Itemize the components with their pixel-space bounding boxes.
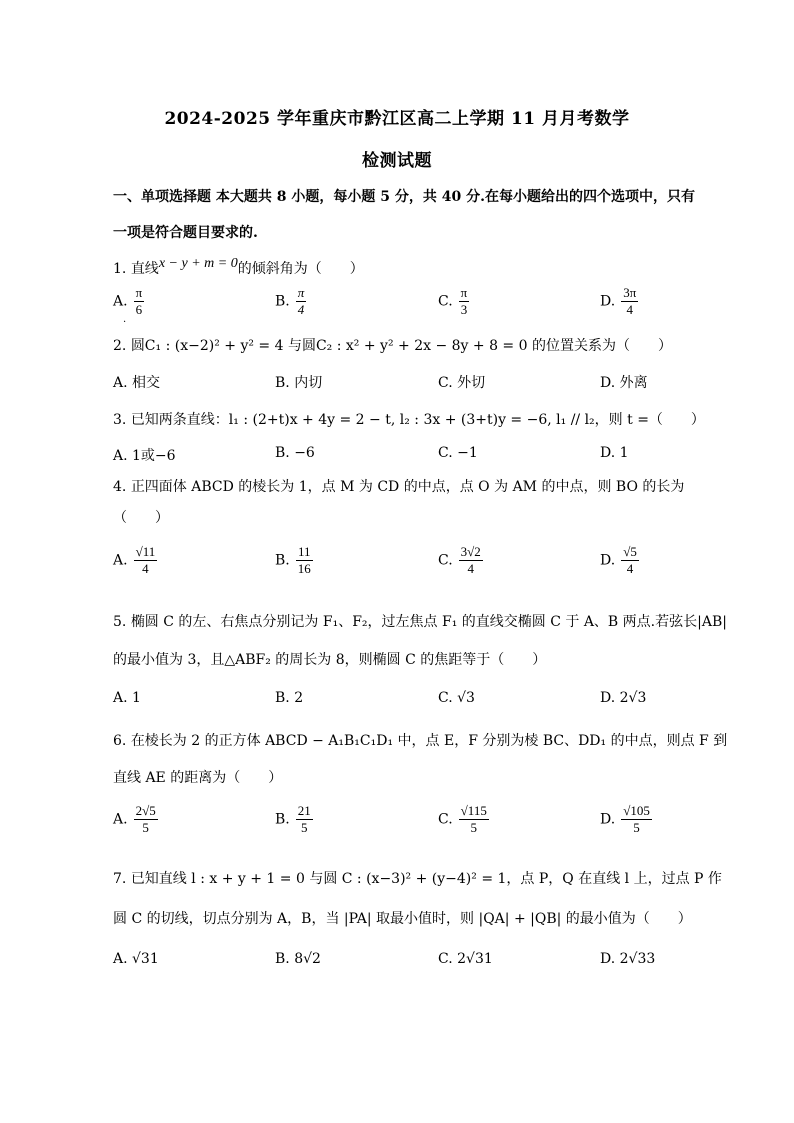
option-b[interactable]: B. 2 [275,690,304,706]
option-c[interactable]: C. $\frac{\pi}{3}$ [438,285,468,317]
option-a[interactable]: A. 1 [113,690,141,706]
question-1 [113,258,364,278]
question-text: 的倾斜角为（ ） [237,261,364,277]
question-number: 1. [113,261,127,277]
question-text: 已知两条直线：l₁ : (2+t)x + 4y = 2 − t, l₂ : 3x + (3+t)y = −6, l₁ // l₂，则 t =（ ） [130,412,705,428]
question-2 [113,335,672,355]
decorative-dot: . [123,314,127,325]
question-number: 3. [113,412,127,428]
question-4-cont: （ ） [113,510,169,526]
option-d[interactable]: D. 2√33 [600,951,656,967]
option-a[interactable]: A. 相交 [113,375,161,391]
question-text: 直线 [130,261,159,277]
question-7 [113,868,722,888]
option-d[interactable]: D. $\frac{√105}{5}$ [600,803,650,835]
question-text: 圆C₁ : (x−2)² + y² = 4 与圆C₂ : x² + y² + 2x − 8y + 8 = 0 的位置关系为（ ） [130,338,672,354]
question-number: 4. [113,479,127,495]
option-c[interactable]: C. −1 [438,445,478,461]
option-a[interactable]: A. $\frac{\pi}{6}$ [113,285,143,317]
question-7-cont: 圆 C 的切线，切点分别为 A，B，当 |PA| 取最小值时，则 |QA| + |QB| 的最小值为（ ） [113,911,692,927]
option-d[interactable]: D. 2√3 [600,690,647,706]
page-subtitle: 检测试题 [362,151,432,171]
option-d[interactable]: D. 1 [600,445,629,461]
question-text: 在棱长为 2 的正方体 ABCD − A₁B₁C₁D₁ 中，点 E，F 分别为棱 BC、DD₁ 的中点，则点 F 到 [130,733,728,749]
option-b[interactable]: B. 内切 [275,375,323,391]
question-text: 已知直线 l : x + y + 1 = 0 与圆 C : (x−3)² + (y−4)² = 1，点 P，Q 在直线 l 上，过点 P 作 [130,871,722,887]
option-a[interactable]: A. √31 [113,951,159,967]
option-b[interactable]: B. $\frac{21}{5}$ [275,803,311,835]
section-heading: 一、单项选择题 本大题共 8 小题，每小题 5 分，共 40 分.在每小题给出的四个选项中，只有 [113,189,695,205]
question-text: 椭圆 C 的左、右焦点分别记为 F₁、F₂，过左焦点 F₁ 的直线交椭圆 C 于 A、B 两点.若弦长|AB| [130,614,727,630]
option-c[interactable]: C. $\frac{√115}{5}$ [438,803,487,835]
option-a[interactable]: A. $\frac{√11}{4}$ [113,544,156,576]
question-3 [113,409,705,429]
option-d[interactable]: D. 外离 [600,375,648,391]
option-a[interactable]: A. $\frac{2√5}{5}$ [113,803,156,835]
option-b[interactable]: B. −6 [275,445,315,461]
option-d[interactable]: D. $\frac{3\pi}{4}$ [600,285,637,317]
option-c[interactable]: C. $\frac{3√2}{4}$ [438,544,481,576]
question-number: 2. [113,338,127,354]
page-title: 2024-2025 学年重庆市黔江区高二上学期 11 月月考数学 [164,109,630,129]
question-6-cont: 直线 AE 的距离为（ ） [113,770,283,786]
question-5-cont: 的最小值为 3，且△ABF₂ 的周长为 8，则椭圆 C 的焦距等于（ ） [113,652,547,668]
question-number: 6. [113,733,127,749]
question-text: 正四面体 ABCD 的棱长为 1，点 M 为 CD 的中点，点 O 为 AM 的中点，则 BO 的长为 [130,479,685,495]
option-c[interactable]: C. √3 [438,690,475,706]
math-expression: x − y + m = 0 [158,256,238,271]
question-4 [113,476,684,496]
question-6 [113,730,727,750]
section-heading-cont: 一项是符合题目要求的. [113,225,258,241]
option-c[interactable]: C. 外切 [438,375,486,391]
option-a[interactable]: A. 1或−6 [113,448,176,464]
option-c[interactable]: C. 2√31 [438,951,493,967]
option-d[interactable]: D. $\frac{√5}{4}$ [600,544,637,576]
option-b[interactable]: B. 8√2 [275,951,321,967]
question-5 [113,611,727,631]
option-b[interactable]: B. $\frac{11}{16}$ [275,544,311,576]
question-number: 7. [113,871,127,887]
question-number: 5. [113,614,127,630]
option-b[interactable]: B. $\frac{\pi}{4}$ [275,285,305,317]
